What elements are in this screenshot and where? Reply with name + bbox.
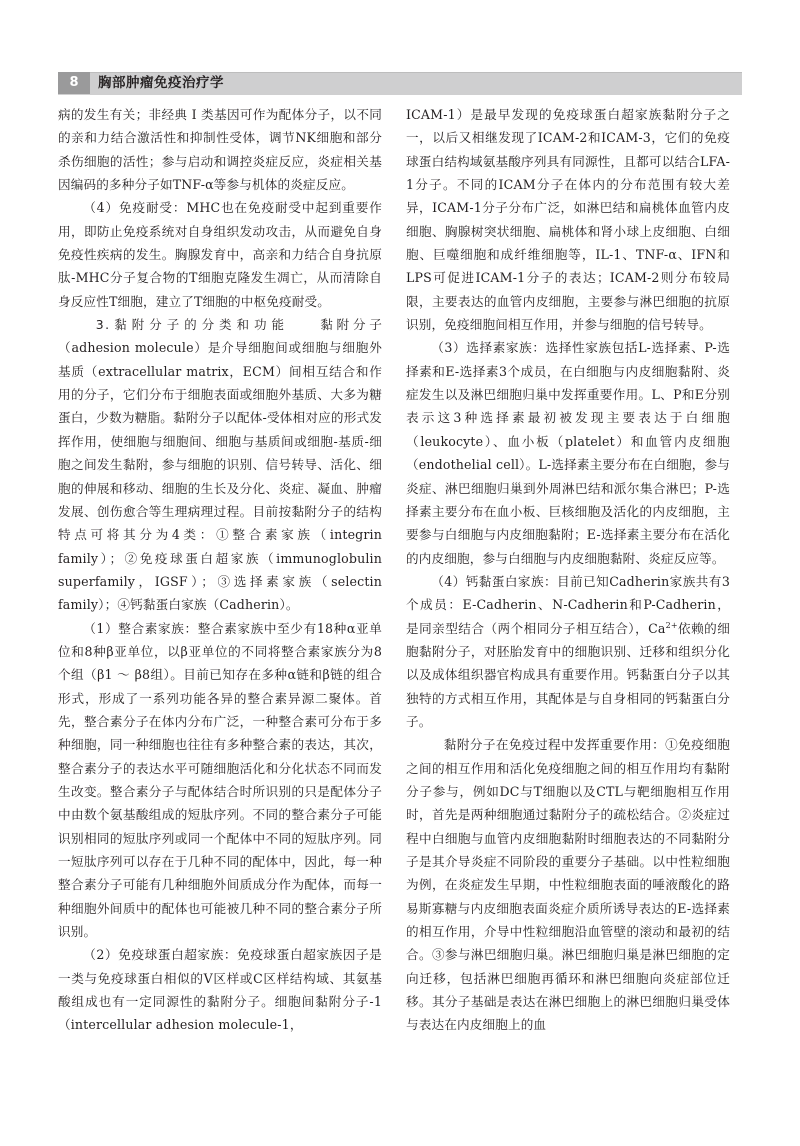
paragraph-cadherin-family: [406, 570, 730, 733]
paragraph-integrin-family: （1）整合素家族：整合素家族中至少有18种α亚单位和8种β亚单位，以β亚单位的不同将整合素家族分为8个组（β1 ～ β8组）。目前已知存在多种α链和β链的组合形式，形成了一系列功能各异的整合素异源二聚体。首先，整合素分子在体内分布广泛，一种整合素可分布于多种细胞，同一种细胞也往往有多种整合素的表达，其次，整合素分子的表达水平可随细胞活化和分化状态不同而发生改变。整合素分子与配体结合时所识别的只是配体分子中由数个氨基酸组成的短肽序列。不同的整合素分子可能识别相同的短肽序列或同一个配体中不同的短肽序列。同一短肽序列可以存在于几种不同的配体中，因此，每一种整合素分子可能有几种细胞外间质成分作为配体，而每一种细胞外间质中的配体也可能被几种不同的整合素分子所识别。: [58, 620, 382, 940]
right-column: [406, 103, 730, 1037]
paragraph-mhc-class-i: 病的发生有关；非经典 I 类基因可作为配体分子，以不同的亲和力结合激活性和抑制性受体，调节NK细胞和部分杀伤细胞的活性；参与启动和调控炎症反应，炎症相关基因编码的多种分子如TNF-α等参与机体的炎症反应。: [58, 107, 382, 193]
paragraph-icam: ICAM-1）是最早发现的免疫球蛋白超家族黏附分子之一，以后又相继发现了ICAM-2和ICAM-3，它们的免疫球蛋白结构域氨基酸序列具有同源性，且都可以结合LFA-1分子。不同的ICAM分子在体内的分布范围有较大差异，ICAM-1分子分布广泛，如淋巴结和扁桃体血管内皮细胞、胸腺树突状细胞、扁桃体和肾小球上皮细胞、白细胞、巨噬细胞和成纤维细胞等，IL-1、TNF-α、IFN和LPS可促进ICAM-1分子的表达；ICAM-2则分布较局限，主要表达的血管内皮细胞，主要参与淋巴细胞的抗原识别，免疫细胞间相互作用，并参与细胞的信号转导。: [406, 107, 730, 333]
paragraph-selectin-family: （3）选择素家族：选择性家族包括L-选择素、P-选择素和E-选择素3个成员，在白细胞与内皮细胞黏附、炎症发生以及淋巴细胞归巢中发挥重要作用。L、P和E分别表示这3种选择素最初被发现主要表达于白细胞（leukocyte）、血小板（platelet）和血管内皮细胞（endothelial cell）。L-选择素主要分布在白细胞，参与炎症、淋巴细胞归巢到外周淋巴结和派尔集合淋巴；P-选择素主要分布在血小板、巨核细胞及活化的内皮细胞，主要参与白细胞与内皮细胞黏附；E-选择素主要分布在活化的内皮细胞，参与白细胞与内皮细胞黏附、炎症反应等。: [406, 340, 730, 566]
paragraph-adhesion-molecules: [58, 313, 382, 616]
left-column: [58, 103, 382, 1037]
page-number: 8: [58, 72, 90, 94]
section-heading: 3.黏附分子的分类和功能: [95, 317, 290, 333]
cadherin-text-b: 依赖的细胞黏附分子，对胚胎发育中的细胞识别、迁移和组织分化以及成体组织器官构成具有重要作用。钙黏蛋白分子以其独特的方式相互作用，其配体是与自身相同的钙黏蛋白分子。: [406, 620, 730, 729]
section-text: 黏附分子（adhesion molecule）是介导细胞间或细胞与细胞外基质（extracellular matrix，ECM）间相互结合和作用的分子，它们分布于细胞表面或细胞外基质、大多为糖蛋白，少数为糖脂。黏附分子以配体-受体相对应的形式发挥作用，使细胞与细胞间、细胞与基质间或细胞-基质-细胞之间发生黏附，参与细胞的识别、信号转导、活化、细胞的伸展和移动、细胞的生长及分化、炎症、凝血、肿瘤发展、创伤愈合等生理病理过程。目前按黏附分子的结构特点可将其分为4类：①整合素家族（integrin family）；②免疫球蛋白超家族（immunoglobulin superfamily，IGSF）；③选择素家族（selectin family）；④钙黏蛋白家族（Cadherin）。: [58, 317, 382, 613]
cadherin-text-a: （4）钙黏蛋白家族：目前已知Cadherin家族共有3个成员：E-Cadherin、N-Cadherin和P-Cadherin，是同亲型结合（两个相同分子相互结合），Ca: [406, 573, 730, 636]
calcium-superscript: 2+: [665, 620, 678, 630]
paragraph-immune-tolerance: （4）免疫耐受：MHC也在免疫耐受中起到重要作用，即防止免疫系统对自身组织发动攻击，从而避免自身免疫性疾病的发生。胸腺发育中，高亲和力结合自身抗原肽-MHC分子复合物的T细胞克隆发生凋亡，从而清除自身反应性T细胞，建立了T细胞的中枢免疫耐受。: [58, 200, 382, 309]
paragraph-adhesion-function: 黏附分子在免疫过程中发挥重要作用：①免疫细胞之间的相互作用和活化免疫细胞之间的相互作用均有黏附分子参与，例如DC与T细胞以及CTL与靶细胞相互作用时，首先是两种细胞通过黏附分子的疏松结合。②炎症过程中白细胞与血管内皮细胞黏附时细胞表达的不同黏附分子是其介导炎症不同阶段的重要分子基础。以中性粒细胞为例，在炎症发生早期，中性粒细胞表面的唾液酸化的路易斯寡糖与内皮细胞表面炎症介质所诱导表达的E-选择素的相互作用，介导中性粒细胞沿血管壁的滚动和最初的结合。③参与淋巴细胞归巢。淋巴细胞归巢是淋巴细胞的定向迁移，包括淋巴细胞再循环和淋巴细胞向炎症部位迁移。其分子基础是表达在淋巴细胞上的淋巴细胞归巢受体与表达在内皮细胞上的血: [406, 737, 730, 1033]
book-title: 胸部肿瘤免疫治疗学: [98, 75, 224, 91]
paragraph-igsf: （2）免疫球蛋白超家族：免疫球蛋白超家族因子是一类与免疫球蛋白相似的Ⅴ区样或C区样结构域、其氨基酸组成也有一定同源性的黏附分子。细胞间黏附分子-1（intercellular adhesion molecule-1，: [58, 947, 382, 1033]
